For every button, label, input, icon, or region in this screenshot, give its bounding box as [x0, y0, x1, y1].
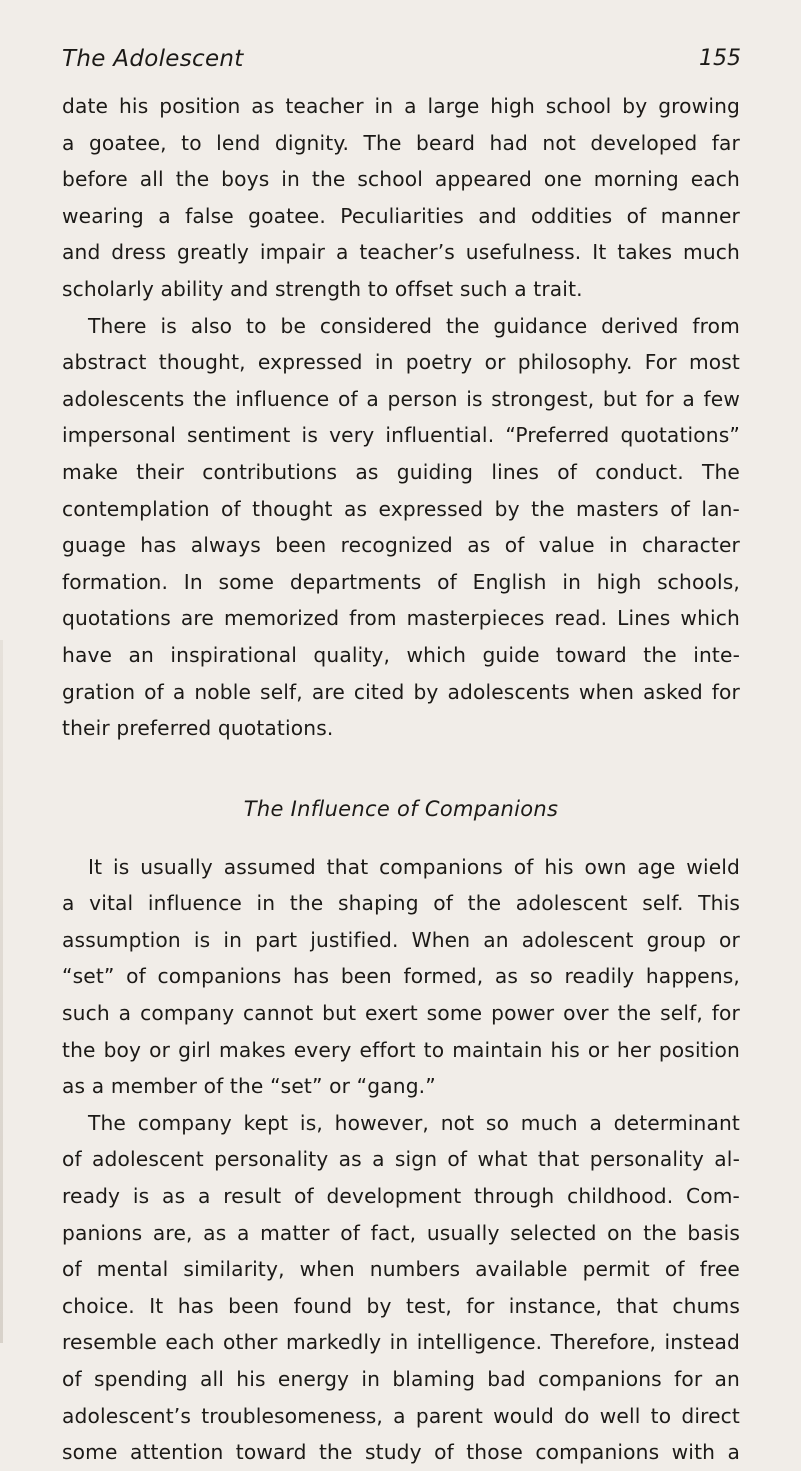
running-head	[62, 46, 741, 78]
text-line: scholarly ability and strength to offset such a trait.	[62, 276, 583, 301]
text-line: adolescent’s troublesomeness, a parent would do well to direct	[62, 1403, 740, 1428]
body-text	[62, 88, 740, 1471]
text-line: choice. It has been found by test, for instance, that chums	[62, 1293, 740, 1318]
text-line: a vital influence in the shaping of the adolescent self. This	[62, 891, 740, 916]
text-line: some attention toward the study of those companions with a	[62, 1440, 740, 1465]
paragraph	[62, 88, 740, 308]
text-line: wearing a false goatee. Peculiarities and oddities of manner	[62, 203, 740, 228]
paragraph	[62, 308, 740, 747]
text-line: gration of a noble self, are cited by adolescents when asked for	[62, 679, 740, 704]
text-line: guage has always been recognized as of value in character	[62, 533, 740, 558]
text-line: adolescents the influence of a person is strongest, but for a few	[62, 386, 740, 411]
text-line: before all the boys in the school appeared one morning each	[62, 167, 740, 192]
text-line: assumption is in part justified. When an adolescent group or	[62, 927, 740, 952]
text-line: a goatee, to lend dignity. The beard had not developed far	[62, 130, 740, 155]
text-line: make their contributions as guiding lines of conduct. The	[62, 459, 740, 484]
text-line: panions are, as a matter of fact, usually selected on the basis	[62, 1220, 740, 1245]
text-line: the boy or girl makes every effort to maintain his or her position	[62, 1037, 740, 1062]
text-line: contemplation of thought as expressed by the masters of lan-	[62, 496, 740, 521]
text-line: of spending all his energy in blaming bad companions for an	[62, 1367, 740, 1391]
text-line: of adolescent personality as a sign of what that personality al-	[62, 1147, 740, 1172]
text-line: ready is as a result of development through childhood. Com-	[62, 1184, 740, 1209]
paragraph	[62, 849, 740, 1105]
book-title: The Adolescent	[62, 46, 244, 72]
text-line: date his position as teacher in a large high school by growing	[62, 94, 740, 118]
page-number: 155	[699, 46, 741, 71]
text-line: have an inspirational quality, which guide toward the inte-	[62, 642, 740, 667]
scan-edge-shadow	[0, 640, 3, 1343]
text-line: The company kept is, however, not so much a determinant	[88, 1110, 740, 1135]
text-line: There is also to be considered the guidance derived from	[88, 313, 740, 338]
text-line: and dress greatly impair a teacher’s usefulness. It takes much	[62, 240, 740, 265]
text-line: resemble each other markedly in intelligence. Therefore, instead	[62, 1330, 740, 1355]
text-line: “set” of companions has been formed, as so readily happens,	[62, 964, 740, 989]
text-line: as a member of the “set” or “gang.”	[62, 1074, 436, 1099]
paragraph	[62, 1105, 740, 1471]
text-line: their preferred quotations.	[62, 716, 334, 741]
text-line: impersonal sentiment is very influential. “Preferred quotations”	[62, 423, 740, 448]
text-line: It is usually assumed that companions of his own age wield	[88, 854, 740, 879]
section-heading: The Influence of Companions	[243, 796, 559, 821]
text-line: of mental similarity, when numbers available permit of free	[62, 1257, 740, 1282]
text-line: abstract thought, expressed in poetry or philosophy. For most	[62, 350, 740, 375]
text-line: such a company cannot but exert some power over the self, for	[62, 1001, 740, 1026]
text-line: quotations are memorized from masterpieces read. Lines which	[62, 606, 740, 631]
text-line: formation. In some departments of English in high schools,	[62, 569, 740, 594]
